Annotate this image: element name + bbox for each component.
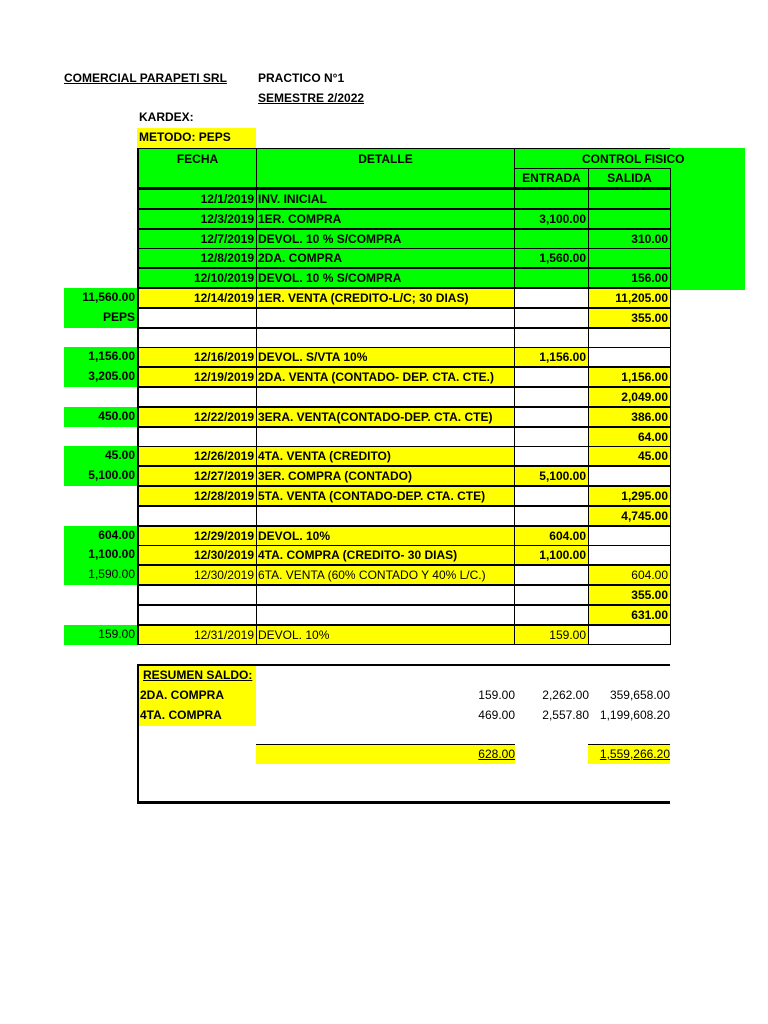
- cell-left-amount: [64, 486, 137, 506]
- cell-fecha: [137, 605, 257, 625]
- cell-entrada: 1,100.00: [514, 545, 589, 565]
- cell-left-amount: 5,100.00: [64, 466, 137, 486]
- cell-entrada: [514, 328, 589, 348]
- cell-salida: 156.00: [588, 268, 671, 288]
- cell-left-amount: 11,560.00: [64, 288, 137, 308]
- cell-left-amount: [64, 248, 137, 268]
- cell-left-amount: [64, 427, 137, 447]
- cell-fecha: [137, 427, 257, 447]
- cell-salida: 310.00: [588, 229, 671, 249]
- cell-detalle: DEVOL. 10 % S/COMPRA: [256, 268, 515, 288]
- cell-salida: [588, 526, 671, 546]
- cell-detalle: DEVOL. S/VTA 10%: [256, 347, 515, 367]
- cell-salida: [588, 545, 671, 565]
- cell-fecha: [137, 328, 257, 348]
- cell-detalle: 1ER. VENTA (CREDITO-L/C; 30 DIAS): [256, 288, 515, 308]
- cell-salida: 604.00: [588, 565, 671, 585]
- cell-fecha: 12/1/2019: [137, 189, 257, 209]
- cell-fecha: 12/26/2019: [137, 446, 257, 466]
- cell-detalle: 5TA. VENTA (CONTADO-DEP. CTA. CTE): [256, 486, 515, 506]
- cell-salida: 45.00: [588, 446, 671, 466]
- cell-fecha: 12/16/2019: [137, 347, 257, 367]
- cell-fecha: [137, 308, 257, 328]
- cell-detalle: [256, 328, 515, 348]
- cell-entrada: 3,100.00: [514, 209, 589, 229]
- summary-row-total: 1,199,608.20: [599, 708, 670, 722]
- summary-row-price: 2,262.00: [542, 688, 589, 702]
- cell-salida: 2,049.00: [588, 387, 671, 407]
- cell-detalle: [256, 427, 515, 447]
- cell-left-amount: [64, 585, 137, 605]
- practice-title: PRACTICO N°1: [258, 71, 345, 85]
- cell-detalle: 4TA. COMPRA (CREDITO- 30 DIAS): [256, 545, 515, 565]
- cell-entrada: [514, 446, 589, 466]
- cell-detalle: DEVOL. 10%: [256, 526, 515, 546]
- cell-salida: 386.00: [588, 407, 671, 427]
- cell-detalle: 1ER. COMPRA: [256, 209, 515, 229]
- cell-detalle: [256, 308, 515, 328]
- cell-detalle: INV. INICIAL: [256, 189, 515, 209]
- header-fecha: FECHA: [137, 148, 257, 189]
- cell-detalle: [256, 506, 515, 526]
- summary-row-qty: 159.00: [478, 688, 515, 702]
- cell-entrada: [514, 585, 589, 605]
- cell-fecha: [137, 585, 257, 605]
- cell-fecha: [137, 506, 257, 526]
- cell-entrada: 5,100.00: [514, 466, 589, 486]
- cell-salida: [588, 209, 671, 229]
- kardex-label: KARDEX:: [139, 110, 194, 124]
- cell-entrada: [514, 229, 589, 249]
- cell-entrada: [514, 486, 589, 506]
- method-label: METODO: PEPS: [137, 128, 256, 148]
- cell-left-amount: 45.00: [64, 446, 137, 466]
- cell-entrada: [514, 387, 589, 407]
- cell-detalle: 2DA. COMPRA: [256, 248, 515, 268]
- cell-entrada: [514, 506, 589, 526]
- summary-total-amount: 1,559,266.20: [599, 747, 670, 761]
- cell-salida: 11,205.00: [588, 288, 671, 308]
- cell-salida: [588, 466, 671, 486]
- semester-title: SEMESTRE 2/2022: [258, 91, 365, 105]
- cell-fecha: 12/28/2019: [137, 486, 257, 506]
- summary-row-label: 4TA. COMPRA: [139, 706, 256, 726]
- header-control-fisico: CONTROL FISICO: [514, 148, 670, 169]
- cell-detalle: [256, 585, 515, 605]
- cell-left-amount: 159.00: [64, 625, 137, 645]
- cell-fecha: 12/30/2019: [137, 565, 257, 585]
- cell-salida: [588, 625, 671, 645]
- cell-fecha: 12/3/2019: [137, 209, 257, 229]
- cell-salida: [588, 328, 671, 348]
- cell-left-amount: 604.00: [64, 526, 137, 546]
- summary-row-total: 359,658.00: [609, 688, 670, 702]
- header-salida: SALIDA: [588, 168, 671, 189]
- cell-entrada: [514, 189, 589, 209]
- cell-salida: 4,745.00: [588, 506, 671, 526]
- cell-fecha: 12/31/2019: [137, 625, 257, 645]
- cell-left-amount: 3,205.00: [64, 367, 137, 387]
- cell-fecha: 12/14/2019: [137, 288, 257, 308]
- summary-total-qty: 628.00: [478, 747, 515, 761]
- header-entrada: ENTRADA: [514, 168, 589, 189]
- cell-salida: [588, 248, 671, 268]
- cell-left-amount: [64, 328, 137, 348]
- cell-detalle: 3ER. COMPRA (CONTADO): [256, 466, 515, 486]
- cell-salida: 64.00: [588, 427, 671, 447]
- cell-left-amount: [64, 189, 137, 209]
- cell-fecha: 12/30/2019: [137, 545, 257, 565]
- cell-fecha: 12/27/2019: [137, 466, 257, 486]
- cell-detalle: DEVOL. 10%: [256, 625, 515, 645]
- cell-detalle: 2DA. VENTA (CONTADO- DEP. CTA. CTE.): [256, 367, 515, 387]
- cell-entrada: [514, 367, 589, 387]
- cell-salida: [588, 189, 671, 209]
- cell-left-amount: [64, 605, 137, 625]
- cell-entrada: 604.00: [514, 526, 589, 546]
- cell-fecha: 12/7/2019: [137, 229, 257, 249]
- cell-left-amount: [64, 268, 137, 288]
- cell-fecha: 12/19/2019: [137, 367, 257, 387]
- cell-entrada: [514, 565, 589, 585]
- cell-salida: 355.00: [588, 308, 671, 328]
- green-side-block: [670, 148, 745, 290]
- cell-salida: 1,156.00: [588, 367, 671, 387]
- cell-entrada: 159.00: [514, 625, 589, 645]
- header-detalle: DETALLE: [256, 148, 515, 189]
- cell-entrada: 1,560.00: [514, 248, 589, 268]
- cell-entrada: [514, 427, 589, 447]
- summary-row-qty: 469.00: [478, 708, 515, 722]
- cell-entrada: [514, 268, 589, 288]
- cell-salida: 1,295.00: [588, 486, 671, 506]
- summary-row-label: 2DA. COMPRA: [139, 686, 256, 706]
- summary-title: RESUMEN SALDO:: [139, 666, 256, 686]
- cell-left-amount: 1,590.00: [64, 565, 137, 585]
- cell-fecha: 12/10/2019: [137, 268, 257, 288]
- cell-left-amount: PEPS: [64, 308, 137, 328]
- cell-detalle: 3ERA. VENTA(CONTADO-DEP. CTA. CTE): [256, 407, 515, 427]
- cell-fecha: 12/29/2019: [137, 526, 257, 546]
- cell-entrada: [514, 407, 589, 427]
- cell-detalle: [256, 387, 515, 407]
- company-name: COMERCIAL PARAPETI SRL: [64, 71, 227, 85]
- cell-entrada: [514, 308, 589, 328]
- cell-salida: 355.00: [588, 585, 671, 605]
- cell-entrada: [514, 288, 589, 308]
- cell-detalle: 4TA. VENTA (CREDITO): [256, 446, 515, 466]
- cell-fecha: 12/22/2019: [137, 407, 257, 427]
- cell-detalle: 6TA. VENTA (60% CONTADO Y 40% L/C.): [256, 565, 515, 585]
- cell-fecha: [137, 387, 257, 407]
- cell-left-amount: 450.00: [64, 407, 137, 427]
- cell-salida: 631.00: [588, 605, 671, 625]
- cell-left-amount: [64, 229, 137, 249]
- cell-left-amount: 1,100.00: [64, 545, 137, 565]
- cell-entrada: 1,156.00: [514, 347, 589, 367]
- cell-left-amount: [64, 506, 137, 526]
- cell-left-amount: [64, 209, 137, 229]
- cell-salida: [588, 347, 671, 367]
- cell-left-amount: [64, 387, 137, 407]
- cell-detalle: [256, 605, 515, 625]
- cell-detalle: DEVOL. 10 % S/COMPRA: [256, 229, 515, 249]
- cell-left-amount: 1,156.00: [64, 347, 137, 367]
- cell-entrada: [514, 605, 589, 625]
- cell-fecha: 12/8/2019: [137, 248, 257, 268]
- summary-row-price: 2,557.80: [542, 708, 589, 722]
